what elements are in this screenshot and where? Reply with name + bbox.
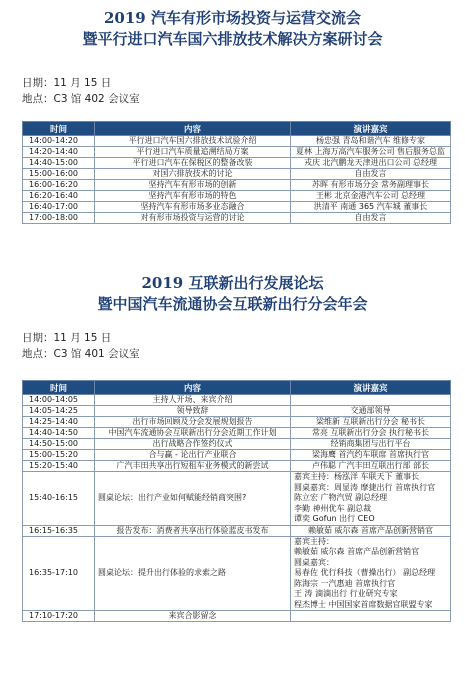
speaker-line: 圆桌嘉宾： — [294, 557, 334, 567]
section1-date: 日期：11 月 15 日 — [22, 77, 112, 89]
table-row — [23, 169, 451, 180]
cell-content: 出行战略合作签约仪式 — [95, 439, 291, 450]
section1-title-line1: 2019 汽车有形市场投资与运营交流会 — [104, 9, 361, 27]
cell-time: 17:00-18:00 — [23, 213, 95, 224]
cell-time: 15:00-16:00 — [23, 169, 95, 180]
section1-venue: 地点：C3 馆 402 会议室 — [22, 93, 140, 105]
cell-content: 主持人开场、来宾介绍 — [95, 395, 291, 406]
table-row — [23, 611, 451, 622]
section2-date: 日期：11 月 15 日 — [22, 332, 112, 344]
speaker-line: 易春佐 优行科技（曹操出行） 副总经理 — [294, 568, 436, 577]
cell-content: 报告发布：消费者共享出行体验蓝皮书发布 — [95, 525, 291, 536]
cell-time: 14:25-14:40 — [23, 417, 95, 428]
section2-title-line2: 暨中国汽车流通协会互联新出行分会年会 — [97, 295, 368, 313]
speaker-line: 嘉宾主持：杨泓洋 车联天下 董事长 — [294, 472, 420, 481]
cell-time: 14:40-14:50 — [23, 428, 95, 439]
cell-time: 14:50-15:00 — [23, 439, 95, 450]
speaker-line: 王 涛 滴滴出行 行业研究专家 — [294, 589, 398, 598]
cell-speaker: 王彬 北京金港汽车公司 总经理 — [291, 191, 451, 202]
table-row — [23, 536, 451, 611]
cell-speaker: 夏林 上海万高汽车服务公司 售后服务总监 — [291, 147, 451, 158]
header-time: 时间 — [23, 381, 95, 395]
table-row — [23, 158, 451, 169]
table-row — [23, 439, 451, 450]
speaker-line: 陈海宗 一汽惠迪 首席执行官 — [294, 578, 396, 588]
cell-speaker — [291, 611, 451, 622]
speaker-line: 赖敏茹 威尔森 首席产品创新营销官 — [294, 547, 420, 556]
table-row — [23, 395, 451, 406]
cell-content: 中国汽车流通协会互联新出行分会近期工作计划 — [95, 428, 291, 439]
cell-content: 来宾合影留念 — [95, 611, 291, 622]
table-row — [23, 525, 451, 536]
cell-speaker: 苏晖 有形市场分会 常务副理事长 — [291, 180, 451, 191]
cell-speaker — [291, 536, 451, 611]
cell-speaker — [291, 395, 451, 406]
section1-meta — [22, 75, 140, 107]
speaker-line: 圆桌嘉宾：周显涛 摩捷出行 首席执行官 — [294, 482, 436, 492]
cell-time: 16:20-16:40 — [23, 191, 95, 202]
speaker-line: 程杰博士 中国国家首席数据官联盟专家 — [294, 599, 433, 609]
cell-time: 14:40-15:00 — [23, 158, 95, 169]
cell-time: 16:35-17:10 — [23, 536, 95, 611]
cell-speaker: 交通部领导 — [291, 406, 451, 417]
cell-time: 17:10-17:20 — [23, 611, 95, 622]
table-row — [23, 472, 451, 526]
cell-time: 15:00-15:20 — [23, 450, 95, 461]
cell-content: 合与赢 - 论出行产业联合 — [95, 450, 291, 461]
cell-content: 对有形市场投资与运营的讨论 — [95, 213, 291, 224]
cell-content: 平行进口汽车质量追溯结局方案 — [95, 147, 291, 158]
cell-content: 对国六排放技术的讨论 — [95, 169, 291, 180]
section2-title — [0, 273, 465, 315]
table-row — [23, 428, 451, 439]
cell-speaker: 梁维新 互联新出行分会 秘书长 — [291, 417, 451, 428]
cell-speaker: 常亮 互联新出行分会 执行秘书长 — [291, 428, 451, 439]
table-row — [23, 136, 451, 147]
section2-venue: 地点：C3 馆 401 会议室 — [22, 348, 140, 360]
cell-speaker: 梁海鹰 首汽约车联席 首席执行官 — [291, 450, 451, 461]
section1-schedule-table — [22, 121, 451, 224]
header-content: 内容 — [95, 122, 291, 136]
cell-content: 坚持汽车有形市场多业态融合 — [95, 202, 291, 213]
section2-title-line1: 2019 互联新出行发展论坛 — [141, 274, 324, 292]
table-row — [23, 417, 451, 428]
cell-time: 16:40-17:00 — [23, 202, 95, 213]
speaker-line: 李勤 神州优车 副总裁 — [294, 503, 372, 513]
table-row — [23, 450, 451, 461]
section1-title — [0, 8, 465, 50]
cell-speaker: 经销商集团与出行平台 — [291, 439, 451, 450]
cell-time: 14:00-14:20 — [23, 136, 95, 147]
cell-speaker: 自由发言 — [291, 213, 451, 224]
cell-speaker: 赖敏茹 威尔森 首席产品创新营销官 — [291, 525, 451, 536]
cell-speaker: 杨忠强 青岛和谐汽车 维修专家 — [291, 136, 451, 147]
cell-time: 14:00-14:05 — [23, 395, 95, 406]
table-row — [23, 191, 451, 202]
cell-time: 16:15-16:35 — [23, 525, 95, 536]
header-speaker: 演讲嘉宾 — [291, 122, 451, 136]
cell-content: 广汽丰田共享出行短租车业务模式的新尝试 — [95, 461, 291, 472]
cell-time: 15:40-16:15 — [23, 472, 95, 526]
cell-time: 16:00-16:20 — [23, 180, 95, 191]
table-row — [23, 213, 451, 224]
section2-meta — [22, 330, 140, 362]
speaker-line: 嘉宾主持： — [294, 536, 334, 546]
cell-speaker: 戎庆 北汽鹏龙天津进出口公司 总经理 — [291, 158, 451, 169]
section2-schedule-table — [22, 380, 451, 622]
table-header-row — [23, 122, 451, 136]
cell-content: 领导致辞 — [95, 406, 291, 417]
table-row — [23, 180, 451, 191]
cell-speaker: 卢伟聪 广汽丰田互联出行部 部长 — [291, 461, 451, 472]
table-row — [23, 147, 451, 158]
table-header-row — [23, 381, 451, 395]
cell-speaker: 自由发言 — [291, 169, 451, 180]
table-row — [23, 406, 451, 417]
header-content: 内容 — [95, 381, 291, 395]
cell-time: 14:05-14:25 — [23, 406, 95, 417]
cell-content: 坚持汽车有形市场的创新 — [95, 180, 291, 191]
cell-speaker — [291, 472, 451, 526]
cell-content: 圆桌论坛：提升出行体验的求索之路 — [95, 536, 291, 611]
speaker-line: 陈立宏 广物汽贸 副总经理 — [294, 493, 388, 502]
speaker-line: 谭奕 Gofun 出行 CEO — [294, 514, 375, 523]
header-time: 时间 — [23, 122, 95, 136]
header-speaker: 演讲嘉宾 — [291, 381, 451, 395]
cell-content: 平行进口汽车国六排放技术试验介绍 — [95, 136, 291, 147]
cell-content: 坚持汽车有形市场的特色 — [95, 191, 291, 202]
cell-time: 15:20-15:40 — [23, 461, 95, 472]
section1-title-line2: 暨平行进口汽车国六排放技术解决方案研讨会 — [82, 30, 383, 48]
cell-content: 出行市场回顾及分会发展规划报告 — [95, 417, 291, 428]
cell-time: 14:20-14:40 — [23, 147, 95, 158]
cell-speaker: 洪清平 南通 365 汽车城 董事长 — [291, 202, 451, 213]
table-row — [23, 202, 451, 213]
cell-content: 平行进口汽车在保税区的整备改装 — [95, 158, 291, 169]
table-row — [23, 461, 451, 472]
cell-content: 圆桌论坛：出行产业如何赋能经销商突围? — [95, 472, 291, 526]
